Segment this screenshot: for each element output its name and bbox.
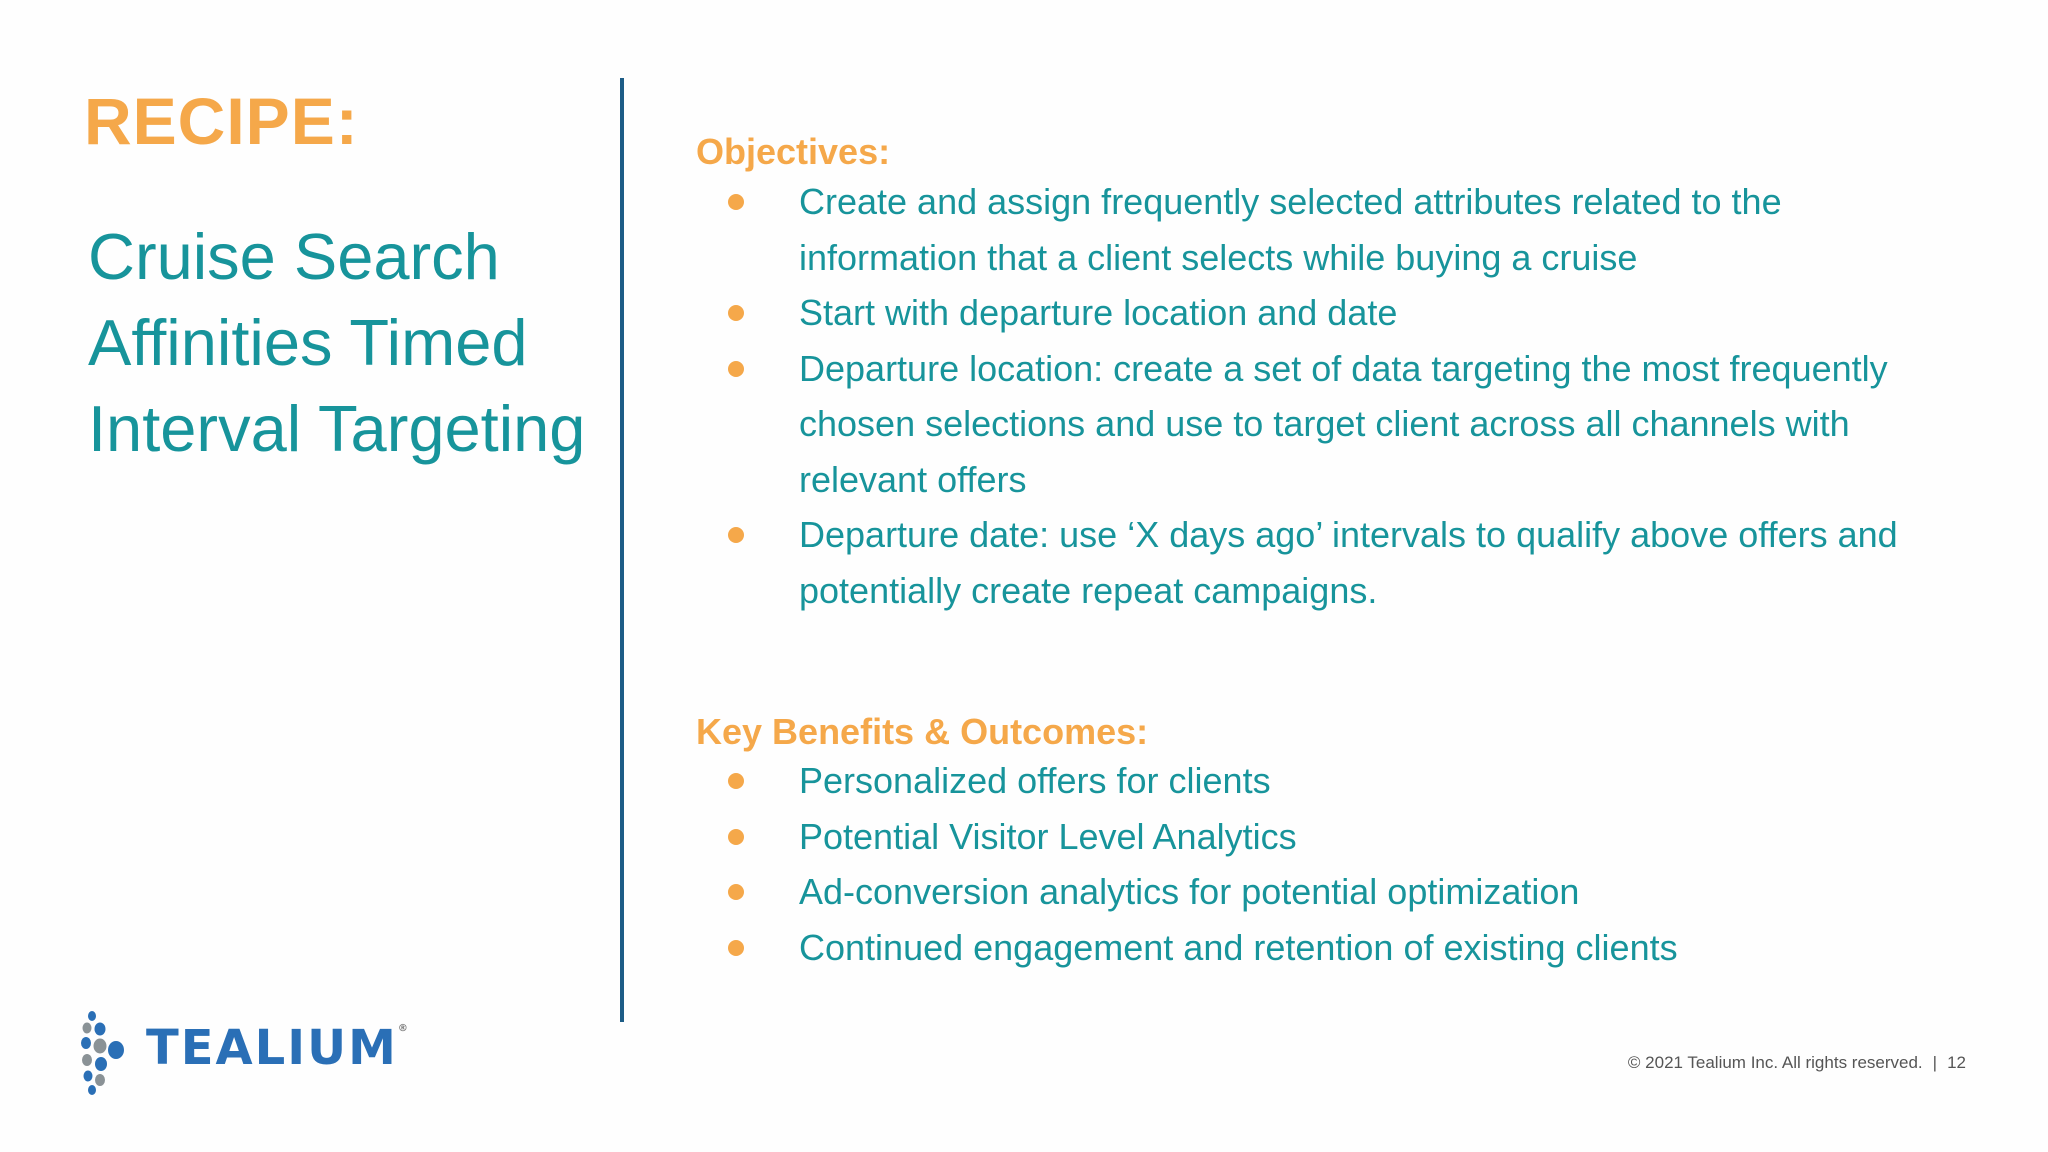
- page-number: 12: [1947, 1053, 1966, 1072]
- benefit-item: [696, 864, 1996, 920]
- logo-wordmark: [146, 1020, 408, 1076]
- benefit-item: [696, 920, 1996, 976]
- tealium-logo-mark-icon: [80, 1010, 140, 1096]
- footer: [1628, 1052, 1966, 1074]
- benefit-item: [696, 753, 1996, 809]
- benefit-line: Personalized offers for clients: [799, 760, 1271, 801]
- logo-registered-mark: ®: [397, 1023, 408, 1034]
- objective-line: relevant offers: [799, 458, 1027, 500]
- bullet-dot-icon: [728, 527, 744, 543]
- objective-item: [696, 174, 1996, 285]
- objective-item: [696, 341, 1996, 508]
- objective-item: [696, 285, 1996, 341]
- tealium-logo: [80, 1010, 440, 1096]
- benefits-heading: Key Benefits & Outcomes:: [696, 711, 1149, 752]
- logo-text: TEALIUM: [146, 1020, 398, 1076]
- objectives-list: [696, 174, 1996, 618]
- title-line: Affinities Timed: [88, 306, 528, 379]
- objective-line: Create and assign frequently selected attributes related to the: [799, 181, 1782, 222]
- title-line: Interval Targeting: [88, 392, 586, 465]
- objective-line: potentially create repeat campaigns.: [799, 569, 1378, 611]
- bullet-dot-icon: [728, 829, 744, 845]
- objective-line: Departure date: use ‘X days ago’ intervals to qualify above offers and: [799, 514, 1898, 555]
- bullet-dot-icon: [728, 940, 744, 956]
- footer-copyright: © 2021 Tealium Inc. All rights reserved.: [1627, 1053, 1923, 1072]
- benefits-list: [696, 753, 1996, 975]
- benefit-line: Ad-conversion analytics for potential optimization: [799, 871, 1580, 912]
- section-spacer: [696, 618, 1996, 710]
- bullet-dot-icon: [728, 194, 744, 210]
- objectives-heading: Objectives:: [696, 131, 891, 172]
- title-line: Cruise Search: [88, 220, 500, 293]
- objective-line: information that a client selects while buying a cruise: [799, 236, 1638, 278]
- objective-line: Departure location: create a set of data targeting the most frequently: [799, 347, 1888, 389]
- benefit-line: Continued engagement and retention of existing clients: [799, 926, 1678, 968]
- benefit-line: Potential Visitor Level Analytics: [799, 815, 1297, 857]
- bullet-dot-icon: [728, 773, 744, 789]
- bullet-dot-icon: [728, 361, 744, 377]
- recipe-label: RECIPE:: [84, 84, 359, 158]
- objective-line: chosen selections and use to target client across all channels with: [799, 403, 1850, 444]
- vertical-divider: [620, 78, 624, 1022]
- slide-title: [88, 214, 628, 472]
- footer-separator: |: [1932, 1053, 1938, 1072]
- objective-line: Start with departure location and date: [799, 292, 1398, 333]
- bullet-dot-icon: [728, 884, 744, 900]
- benefit-item: [696, 809, 1996, 865]
- bullet-dot-icon: [728, 305, 744, 321]
- content-panel: [696, 130, 1996, 975]
- objective-item: [696, 507, 1996, 618]
